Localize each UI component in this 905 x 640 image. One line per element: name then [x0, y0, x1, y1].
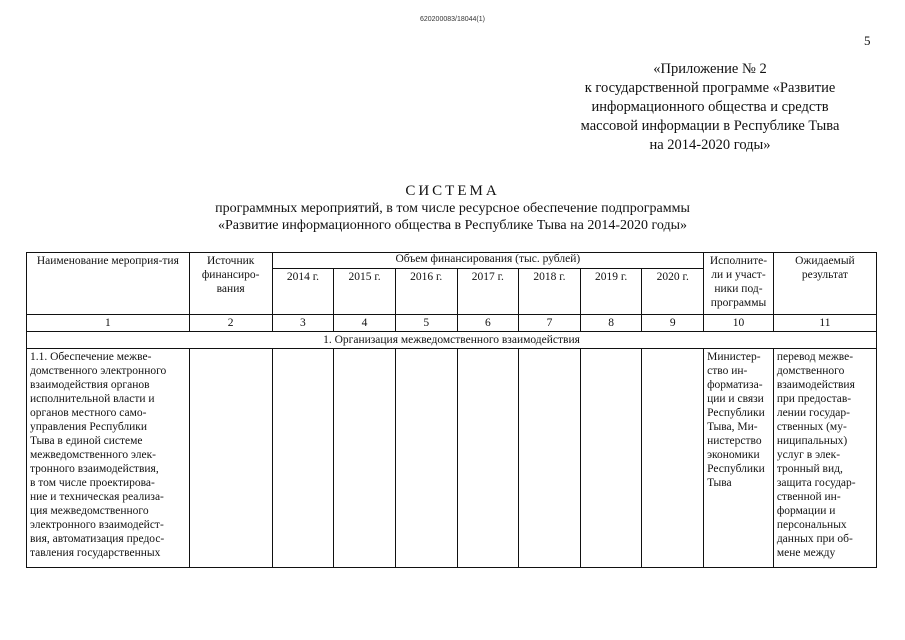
funding-cell — [519, 349, 581, 568]
executors-text-line: Тыва, Ми- — [707, 421, 758, 433]
table-row — [27, 349, 877, 568]
header-year: 2019 г. — [580, 269, 642, 315]
funding-cell — [642, 349, 704, 568]
header-year: 2020 г. — [642, 269, 704, 315]
header-year: 2018 г. — [519, 269, 581, 315]
funding-cell — [334, 349, 396, 568]
appendix-line: «Приложение № 2 — [653, 61, 767, 77]
result-text-line: ственных (му- — [776, 421, 847, 433]
measure-text-line: органов местного само- — [30, 407, 147, 419]
document-title-block — [0, 183, 905, 234]
result-text-line: услуг в элек- — [776, 449, 841, 461]
measure-text-line: вия, автоматизация предос- — [30, 533, 165, 545]
header-executors: Исполните-ли и участ-ники под-программы — [704, 253, 774, 315]
header-year: 2016 г. — [395, 269, 457, 315]
measure-text-line: исполнительной власти и — [30, 393, 155, 405]
document-id: 620200083/18044(1) — [419, 16, 485, 23]
column-number: 3 — [272, 315, 334, 332]
result-text-line: лении государ- — [776, 407, 850, 419]
column-number: 8 — [580, 315, 642, 332]
result-text-line: персональных — [776, 519, 847, 531]
result-text-line: данных при об- — [776, 533, 853, 545]
section-row — [27, 332, 877, 349]
result-text-line: взаимодействия — [776, 379, 855, 391]
result-text-line: формации и — [776, 505, 836, 517]
measure-text-line: тронного взаимодействия, — [30, 463, 159, 475]
column-number: 7 — [519, 315, 581, 332]
column-number: 10 — [704, 315, 774, 332]
measure-text-line: управления Республики — [30, 421, 148, 433]
section-title: 1. Организация межведомственного взаимодействия — [27, 332, 877, 349]
executors-text-line: нистерство — [707, 435, 762, 447]
funding-cell — [580, 349, 642, 568]
measure-text-line: в том числе проектирова- — [30, 477, 155, 489]
funding-cell — [457, 349, 519, 568]
header-source: Источник финансиро-вания — [189, 253, 272, 315]
column-number: 1 — [27, 315, 190, 332]
appendix-header — [560, 60, 860, 155]
header-result: Ожидаемый результат — [773, 253, 876, 315]
header-year: 2017 г. — [457, 269, 519, 315]
column-number: 11 — [773, 315, 876, 332]
executors-text-line: экономики — [707, 449, 760, 461]
funding-cell — [395, 349, 457, 568]
executors-text-line: Тыва — [707, 477, 732, 489]
column-number: 5 — [395, 315, 457, 332]
column-number: 6 — [457, 315, 519, 332]
measure-text-line: 1.1. Обеспечение межве- — [30, 351, 152, 363]
result-text-line: домственного — [776, 365, 845, 377]
header-funding: Объем финансирования (тыс. рублей) — [272, 253, 704, 269]
page-number: 5 — [864, 33, 871, 48]
executors-text-line: Республики — [707, 407, 765, 419]
document-subtitle-line: программных мероприятий, в том числе ресурсное обеспечение подпрограммы — [215, 201, 690, 216]
header-row — [27, 253, 877, 269]
executors-text-line: форматиза- — [707, 379, 763, 391]
document-title: СИСТЕМА — [405, 183, 500, 199]
header-measure: Наименование мероприя-тия — [27, 253, 190, 315]
program-measures-table — [26, 252, 877, 568]
measure-text-line: электронного взаимодейст- — [30, 519, 164, 531]
source-cell — [189, 349, 272, 568]
executors-text-line: Республики — [707, 463, 765, 475]
measure-text-line: межведомственного элек- — [30, 449, 157, 461]
executors-cell — [704, 349, 774, 568]
column-number-row — [27, 315, 877, 332]
funding-cell — [272, 349, 334, 568]
executors-text-line: ство ин- — [707, 365, 748, 377]
executors-text-line: Министер- — [707, 351, 761, 363]
result-text-line: защита государ- — [776, 477, 856, 489]
appendix-line: массовой информации в Республике Тыва — [580, 118, 840, 134]
measure-cell — [27, 349, 190, 568]
measure-text-line: домственного электронного — [30, 365, 167, 377]
header-year: 2014 г. — [272, 269, 334, 315]
header-year: 2015 г. — [334, 269, 396, 315]
executors-text-line: ции и связи — [707, 393, 764, 405]
measure-text-line: Тыва в единой системе — [30, 435, 143, 447]
column-number: 2 — [189, 315, 272, 332]
measure-text-line: взаимодействия органов — [30, 379, 150, 391]
result-text-line: мене между — [776, 547, 836, 559]
result-cell — [773, 349, 876, 568]
result-text-line: при предостав- — [776, 393, 852, 405]
column-number: 9 — [642, 315, 704, 332]
appendix-line: на 2014-2020 годы» — [649, 137, 771, 153]
result-text-line: ниципальных) — [776, 435, 848, 447]
column-number: 4 — [334, 315, 396, 332]
result-text-line: ственной ин- — [776, 491, 841, 503]
result-text-line: перевод межве- — [776, 351, 854, 363]
measure-text-line: ция межведомственного — [30, 505, 149, 517]
appendix-line: информационного общества и средств — [591, 99, 829, 115]
measure-text-line: ние и техническая реализа- — [30, 491, 164, 503]
result-text-line: тронный вид, — [776, 463, 843, 475]
appendix-line: к государственной программе «Развитие — [584, 80, 836, 96]
document-subtitle-line: «Развитие информационного общества в Республике Тыва на 2014-2020 годы» — [217, 218, 688, 233]
measure-text-line: тавления государственных — [30, 547, 161, 559]
